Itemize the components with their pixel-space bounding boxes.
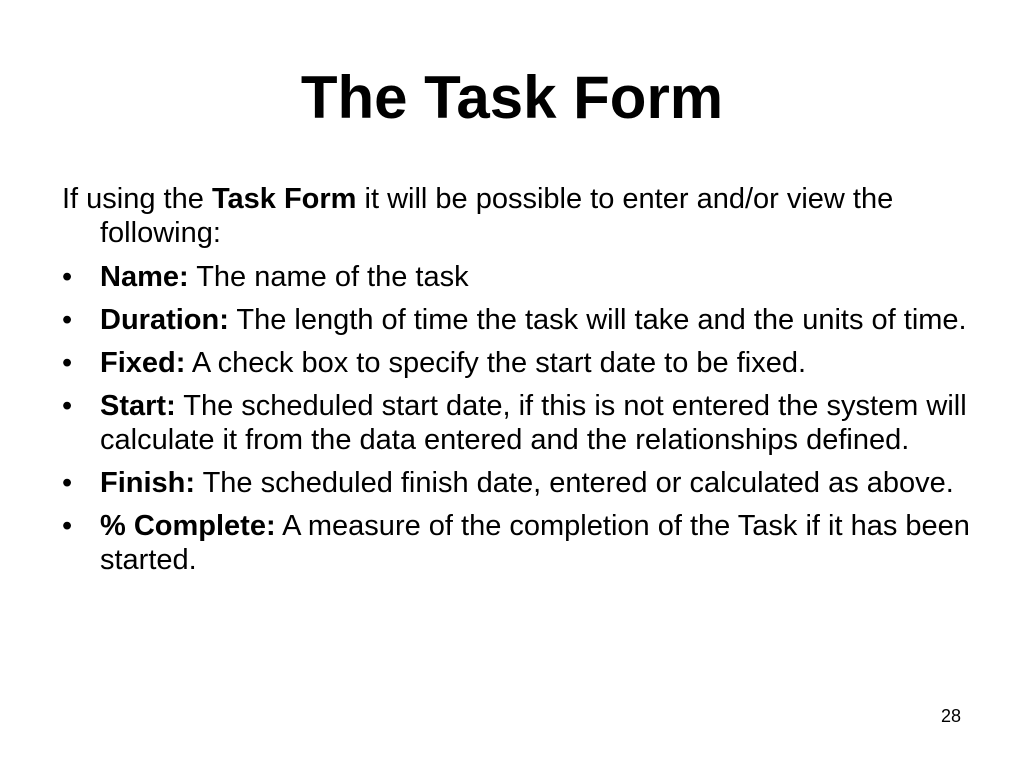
item-term: Start: (100, 390, 176, 422)
bullet-icon: • (62, 510, 73, 542)
page-number: 28 (940, 706, 961, 726)
item-term: Duration: (100, 304, 229, 336)
item-term: Name: (100, 261, 189, 293)
item-term: Fixed: (100, 347, 186, 379)
bullet-icon: • (62, 390, 73, 422)
slide-title: The Task Form (300, 64, 724, 131)
field-list (62, 260, 1012, 577)
list-item-name (62, 260, 1012, 294)
list-item-fixed (62, 346, 1012, 380)
item-description: The length of time the task will take and the units of time. (228, 304, 967, 336)
list-item-start (62, 389, 1012, 457)
item-description: The scheduled start date, if this is not entered the system will calculate it from the data entered and the relationships defined. (100, 390, 967, 456)
item-description: A measure of the completion of the Task if it has been started. (100, 510, 970, 576)
slide-body (62, 182, 1012, 586)
intro-bold-term: Task Form (211, 183, 357, 215)
list-item-finish (62, 466, 1012, 500)
intro-paragraph (62, 182, 1012, 250)
bullet-icon: • (62, 347, 73, 379)
item-term: % Complete: (100, 510, 276, 542)
bullet-icon: • (62, 261, 73, 293)
bullet-icon: • (62, 467, 73, 499)
list-item-percent-complete (62, 509, 1012, 577)
item-description: The scheduled finish date, entered or calculated as above. (195, 467, 954, 499)
bullet-icon: • (62, 304, 73, 336)
item-description: The name of the task (188, 261, 469, 293)
item-description: A check box to specify the start date to be fixed. (185, 347, 807, 379)
item-term: Finish: (100, 467, 196, 499)
intro-prefix: If using the (62, 183, 212, 215)
intro-suffix: it will be possible to enter and/or view the following: (100, 183, 894, 249)
list-item-duration (62, 303, 1012, 337)
